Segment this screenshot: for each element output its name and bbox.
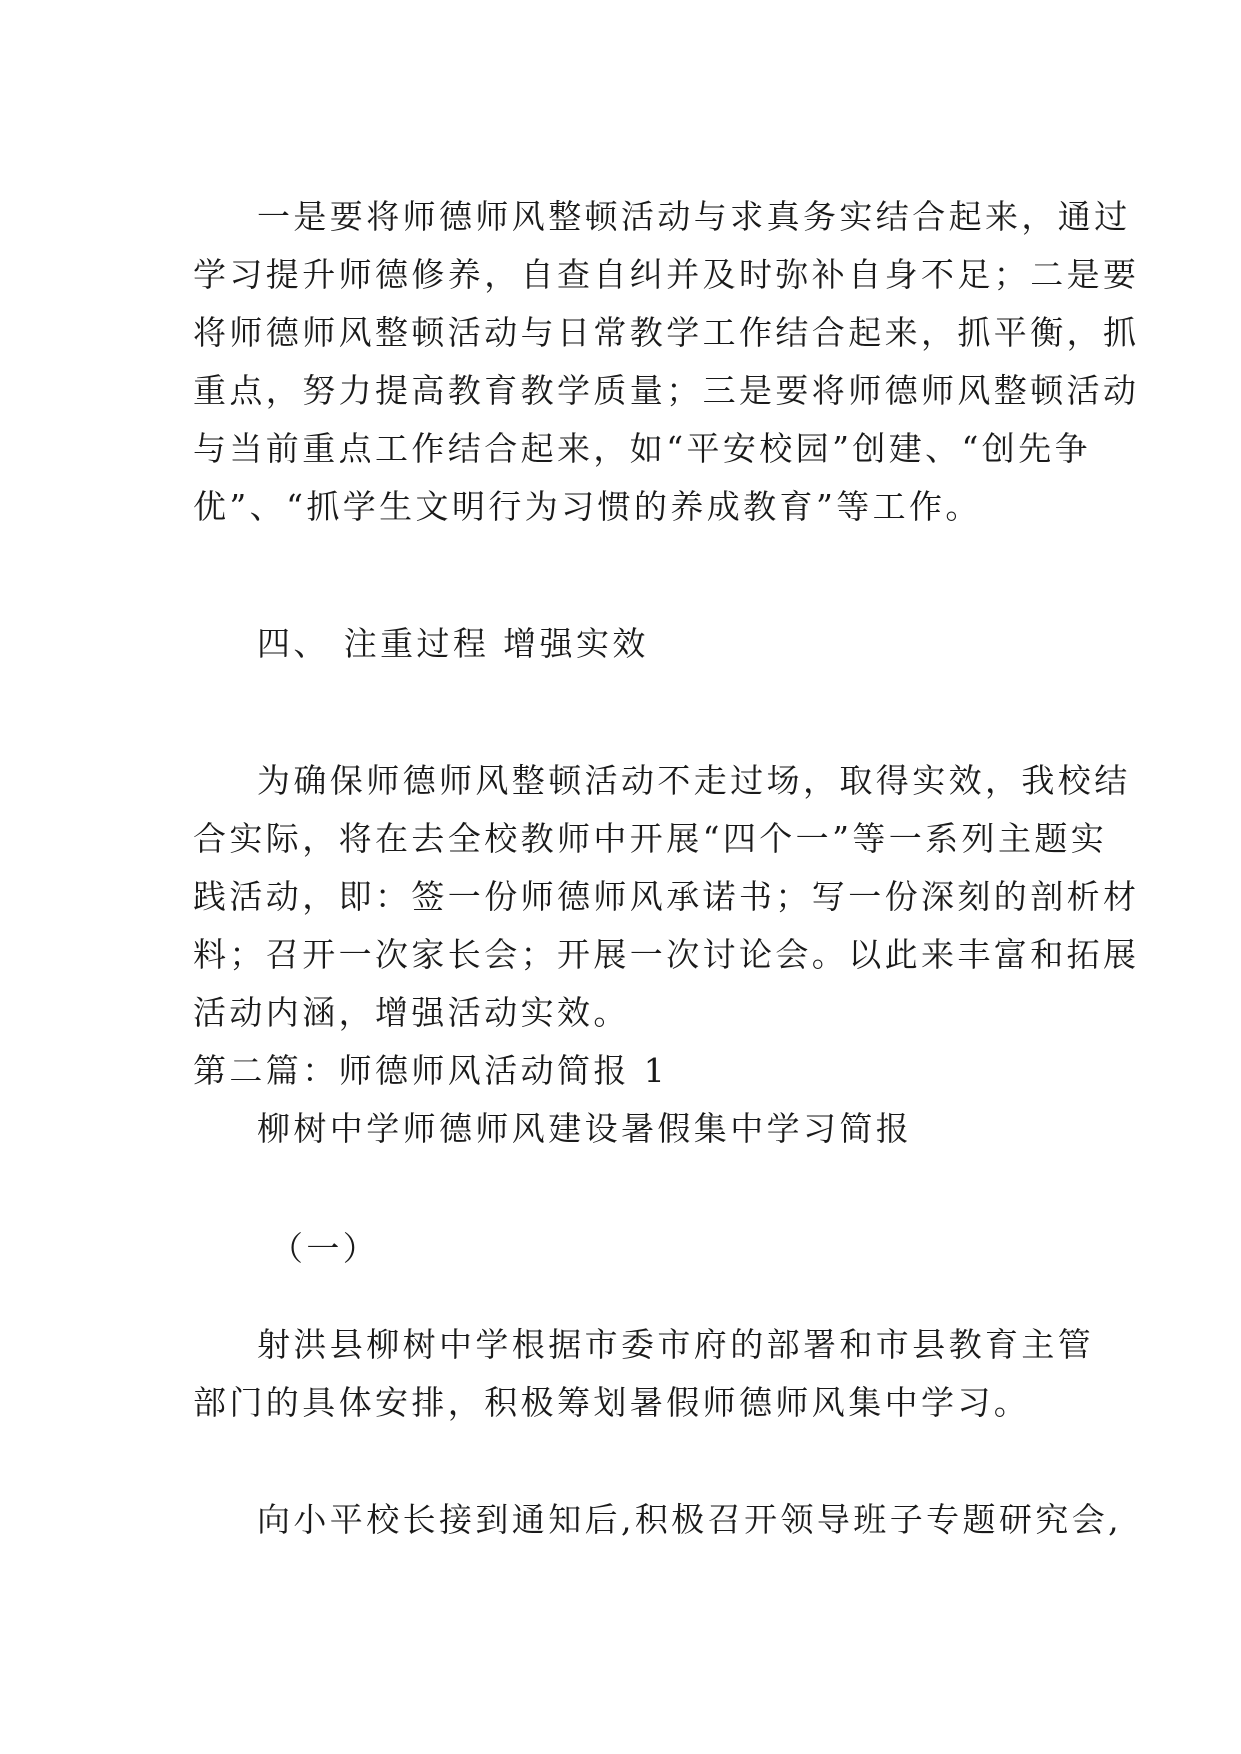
paragraph-1-line-2: 学习提升师德修养，自查自纠并及时弥补自身不足；二是要 bbox=[193, 255, 1140, 294]
paragraph-1-line-1: 一是要将师德师风整顿活动与求真务实结合起来，通过 bbox=[257, 197, 1131, 236]
paragraph-1-line-6: 优”、“抓学生文明行为习惯的养成教育”等工作。 bbox=[193, 487, 982, 526]
paragraph-2-line-1: 为确保师德师风整顿活动不走过场，取得实效，我校结 bbox=[257, 761, 1131, 800]
report-subtitle: 柳树中学师德师风建设暑假集中学习简报 bbox=[257, 1109, 913, 1148]
paragraph-4-line-1: 向小平校长接到通知后,积极召开领导班子专题研究会, bbox=[257, 1500, 1122, 1539]
paragraph-1-line-5: 与当前重点工作结合起来，如“平安校园”创建、“创先争 bbox=[193, 429, 1092, 468]
part-label: （一） bbox=[270, 1229, 380, 1268]
paragraph-1-line-4: 重点，努力提高教育教学质量；三是要将师德师风整顿活动 bbox=[193, 371, 1140, 410]
section-heading-4: 四、 注重过程 增强实效 bbox=[257, 624, 649, 663]
paragraph-1-line-3: 将师德师风整顿活动与日常教学工作结合起来，抓平衡，抓 bbox=[193, 313, 1140, 352]
paragraph-2-line-5: 活动内涵，增强活动实效。 bbox=[193, 993, 630, 1032]
paragraph-3-line-2: 部门的具体安排，积极筹划暑假师德师风集中学习。 bbox=[193, 1383, 1031, 1422]
paragraph-2-line-3: 践活动，即：签一份师德师风承诺书；写一份深刻的剖析材 bbox=[193, 877, 1140, 916]
paragraph-2-line-4: 料；召开一次家长会；开展一次讨论会。以此来丰富和拓展 bbox=[193, 935, 1140, 974]
paragraph-2-line-2: 合实际，将在去全校教师中开展“四个一”等一系列主题实 bbox=[193, 819, 1108, 858]
paragraph-3-line-1: 射洪县柳树中学根据市委市府的部署和市县教育主管 bbox=[257, 1325, 1095, 1364]
section-title: 第二篇：师德师风活动简报 1 bbox=[193, 1051, 669, 1090]
